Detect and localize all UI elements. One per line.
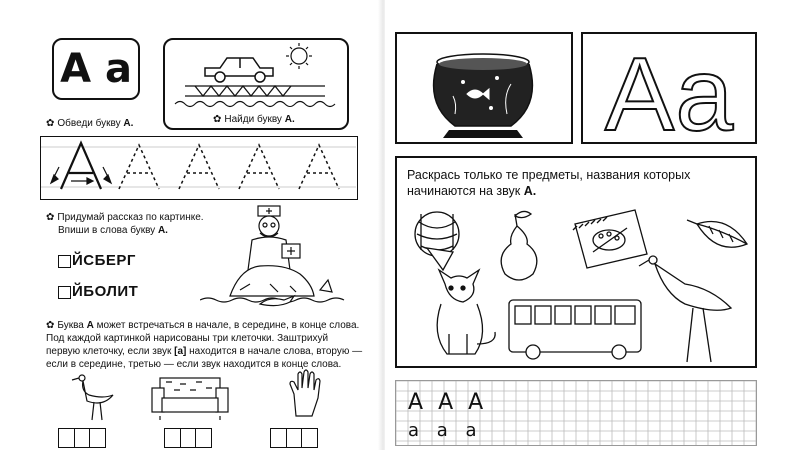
outline-letter-text: Аа bbox=[604, 37, 734, 142]
sun-icon bbox=[286, 43, 312, 69]
story-instruction-line2: Впиши в слова букву А. bbox=[58, 225, 168, 236]
word-aibolit: ЙБОЛИТ bbox=[72, 283, 139, 300]
flower-icon: ✿ bbox=[213, 114, 222, 125]
letter-card-text: А а bbox=[60, 46, 132, 92]
coloring-instruction-line2: начинаются на звук А. bbox=[407, 184, 537, 198]
answer-cell[interactable] bbox=[286, 428, 303, 448]
answer-cell[interactable] bbox=[180, 428, 197, 448]
outline-letter-box bbox=[581, 32, 757, 144]
fishbowl-illustration bbox=[397, 34, 571, 142]
copy-lower-letter: а bbox=[408, 420, 426, 441]
copy-lower-row bbox=[408, 421, 483, 441]
sofa-picture bbox=[150, 372, 230, 422]
copy-grid bbox=[395, 380, 757, 446]
waves-icon bbox=[175, 102, 335, 107]
flower-icon: ✿ bbox=[46, 118, 55, 129]
right-page bbox=[385, 0, 800, 450]
word-checkbox-1[interactable] bbox=[58, 255, 71, 268]
stork-answer-cells bbox=[58, 428, 105, 448]
position-instruction-line3: первую клеточку, если звук [а] находится в начале слова, вторую — bbox=[46, 346, 363, 357]
find-letter-label: ✿ Найди букву А. bbox=[213, 114, 295, 125]
hand-answer-cells bbox=[270, 428, 317, 448]
position-instruction-line2: Под каждой картинкой нарисованы три клеточки. Заштрихуй bbox=[46, 333, 329, 344]
coloring-instruction-line1: Раскрась только те предметы, названия которых bbox=[407, 168, 691, 182]
find-letter-picture-box bbox=[163, 38, 349, 130]
position-instruction-line1: ✿ Буква А может встречаться в начале, в середине, в конце слова. bbox=[46, 320, 360, 331]
copy-lower-letter: а bbox=[465, 420, 483, 441]
stork-icon bbox=[639, 256, 731, 362]
copy-upper-letter: А bbox=[408, 390, 428, 415]
fishbowl-box bbox=[395, 32, 573, 144]
answer-cell[interactable] bbox=[195, 428, 212, 448]
left-page bbox=[0, 0, 380, 450]
dotted-letters bbox=[119, 145, 339, 189]
flower-icon: ✿ bbox=[46, 212, 55, 223]
story-instruction-line1: ✿ Придумай рассказ по картинке. bbox=[46, 212, 204, 223]
answer-cell[interactable] bbox=[270, 428, 287, 448]
trace-letters-illustration bbox=[41, 137, 356, 198]
copy-lower-letter: а bbox=[436, 420, 454, 441]
stork-picture bbox=[70, 372, 130, 422]
answer-cell[interactable] bbox=[58, 428, 75, 448]
coloring-items-illustration bbox=[397, 204, 755, 364]
position-instruction-line4: если в середине, третью — если звук находится в конце слова. bbox=[46, 359, 342, 370]
pear-icon bbox=[501, 211, 537, 280]
word-iceberg: ЙСБЕРГ bbox=[72, 252, 136, 269]
car-on-bridge-illustration bbox=[165, 40, 347, 110]
letter-card bbox=[52, 38, 140, 100]
bus-icon bbox=[509, 300, 641, 359]
copy-upper-letter: А bbox=[468, 390, 488, 415]
example-letter-a bbox=[61, 143, 101, 189]
car-icon bbox=[205, 58, 273, 82]
answer-cell[interactable] bbox=[164, 428, 181, 448]
answer-cell[interactable] bbox=[74, 428, 91, 448]
leaf-icon bbox=[687, 220, 747, 247]
word-checkbox-2[interactable] bbox=[58, 286, 71, 299]
stroke-direction-arrows bbox=[51, 167, 111, 184]
sofa-answer-cells bbox=[164, 428, 211, 448]
trace-letter-label: ✿ Обведи букву А. bbox=[46, 118, 134, 129]
trace-letter-strip bbox=[40, 136, 358, 200]
flower-icon: ✿ bbox=[46, 320, 55, 331]
copy-upper-row bbox=[408, 391, 487, 415]
cat-icon bbox=[437, 270, 495, 354]
drawing-album-icon bbox=[573, 210, 647, 268]
answer-cell[interactable] bbox=[301, 428, 318, 448]
coloring-task-box bbox=[395, 156, 757, 368]
outline-letter-aa bbox=[583, 34, 755, 142]
hand-picture bbox=[282, 368, 332, 418]
answer-cell[interactable] bbox=[89, 428, 106, 448]
doctor-on-rock-illustration bbox=[200, 200, 350, 310]
watermelon-icon bbox=[415, 212, 459, 270]
copy-upper-letter: А bbox=[438, 390, 458, 415]
bridge-icon bbox=[185, 86, 325, 96]
